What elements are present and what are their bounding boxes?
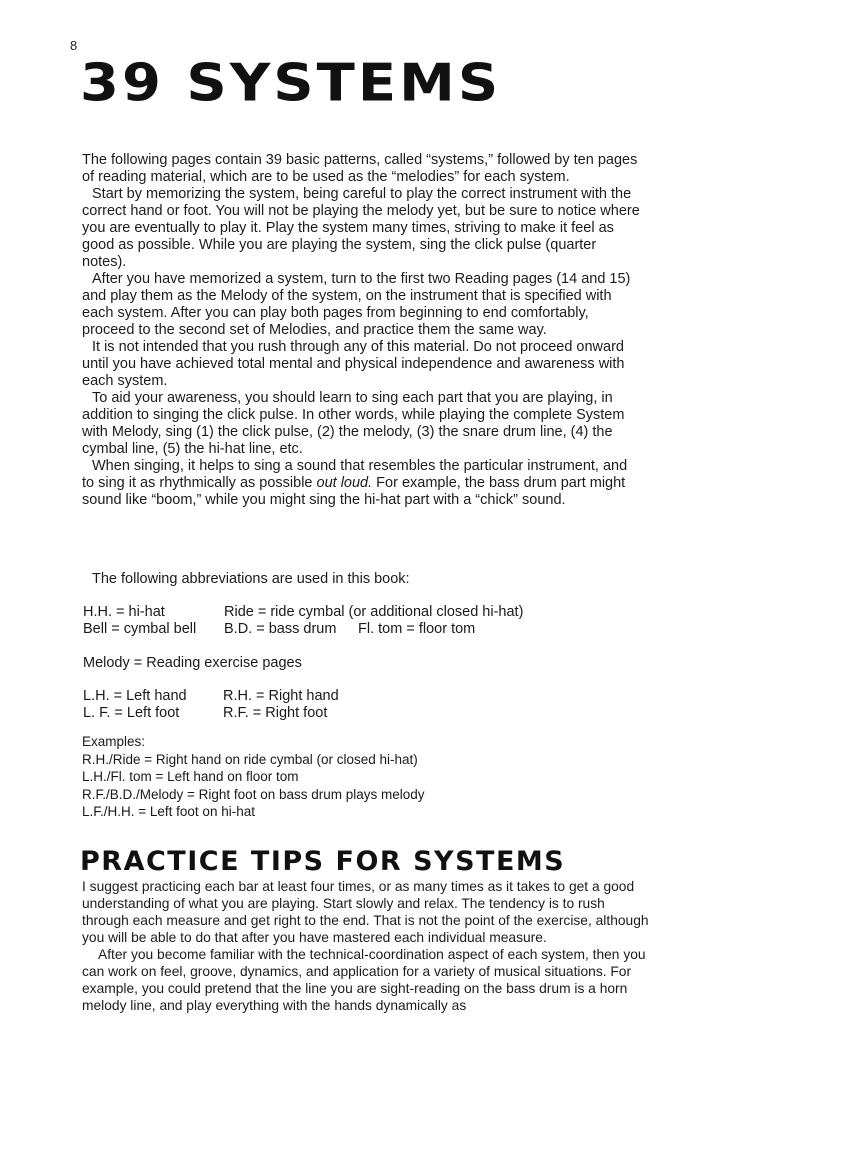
intro-paragraph: It is not intended that you rush through any of this material. Do not proceed onward until you have achieved total mental and physical independence and awareness with each system. bbox=[82, 339, 625, 389]
intro-paragraph: To aid your awareness, you should learn to sing each part that you are playing, in addition to singing the click pulse. In other words, while playing the complete System with Melody, sing (1) the click pulse, (2) the melody, (3) the snare drum line, (4) the cymbal line, (5) the hi-hat line, etc. bbox=[82, 390, 625, 457]
intro-paragraph: After you have memorized a system, turn to the first two Reading pages (14 and 15) and play them as the Melody of the system, on the instrument that is specified with each system. After you can play both pages from beginning to end comfortably, proceed to the second set of Melodies, and practice them the same way. bbox=[82, 271, 631, 338]
abbr-bd: B.D. = bass drum bbox=[224, 621, 337, 637]
intro-paragraph: The following pages contain 39 basic patterns, called “systems,” followed by ten pages of reading material, which are to be used as the “melodies” for each system. bbox=[82, 152, 638, 185]
example-item: L.H./Fl. tom = Left hand on floor tom bbox=[82, 769, 299, 784]
intro-paragraph: Start by memorizing the system, being careful to play the correct instrument with the correct hand or foot. You will not be playing the melody yet, but be sure to notice where you are eventually to play it. Play the system many times, striving to make it feel as good as possible. While you are playing the system, sing the click pulse (quarter notes). bbox=[82, 186, 640, 270]
example-item: R.F./B.D./Melody = Right foot on bass drum plays melody bbox=[82, 786, 425, 802]
abbr-melody: Melody = Reading exercise pages bbox=[83, 655, 302, 671]
examples-section bbox=[82, 733, 425, 821]
abbr-lh: L.H. = Left hand bbox=[83, 688, 187, 704]
page-number: 8 bbox=[70, 38, 78, 53]
singing-emphasis: out loud. bbox=[316, 475, 373, 491]
page-title: 39 SYSTEMS bbox=[80, 53, 502, 114]
singing-text-after: For example, the bass drum part might sound like “boom,” while you might sing the hi-hat part with a “chick” sound. bbox=[82, 475, 626, 508]
singing-text-before: When singing, it helps to sing a sound that resembles the particular instrument, and to sing it as rhythmically as possible bbox=[82, 458, 628, 491]
practice-tips-paragraph: After you become familiar with the technical-coordination aspect of each system, then you can work on feel, groove, dynamics, and application for a variety of musical situations. For example, you could pretend that the line you are sight-reading on the bass drum is a horn melody line, and play everything with the hands dynamically as bbox=[82, 947, 646, 1013]
abbr-ride: Ride = ride cymbal (or additional closed hi-hat) bbox=[224, 604, 524, 620]
abbr-rh: R.H. = Right hand bbox=[223, 688, 339, 704]
example-item: R.H./Ride = Right hand on ride cymbal (or closed hi-hat) bbox=[82, 751, 418, 767]
abbr-hh: H.H. = hi-hat bbox=[83, 604, 165, 620]
practice-tips-section bbox=[82, 878, 652, 1014]
singing-paragraph bbox=[82, 458, 642, 509]
practice-tips-heading: PRACTICE TIPS FOR SYSTEMS bbox=[80, 846, 566, 877]
examples-heading: Examples: bbox=[82, 734, 146, 749]
abbr-rf: R.F. = Right foot bbox=[223, 705, 328, 721]
abbr-lf: L. F. = Left foot bbox=[83, 705, 180, 721]
abbr-bell: Bell = cymbal bell bbox=[83, 621, 197, 637]
intro-section bbox=[82, 152, 642, 509]
example-item: L.F./H.H. = Left foot on hi-hat bbox=[82, 804, 255, 819]
practice-tips-paragraph: I suggest practicing each bar at least four times, or as many times as it takes to get a good understanding of what you are playing. Start slowly and relax. The tendency is to rush through each measure and get right to the end. That is not the point of the exercise, although you will be able to do that after you have mastered each individual measure. bbox=[82, 879, 649, 945]
abbreviations-intro: The following abbreviations are used in this book: bbox=[92, 571, 410, 587]
abbr-fltom: Fl. tom = floor tom bbox=[358, 621, 476, 637]
